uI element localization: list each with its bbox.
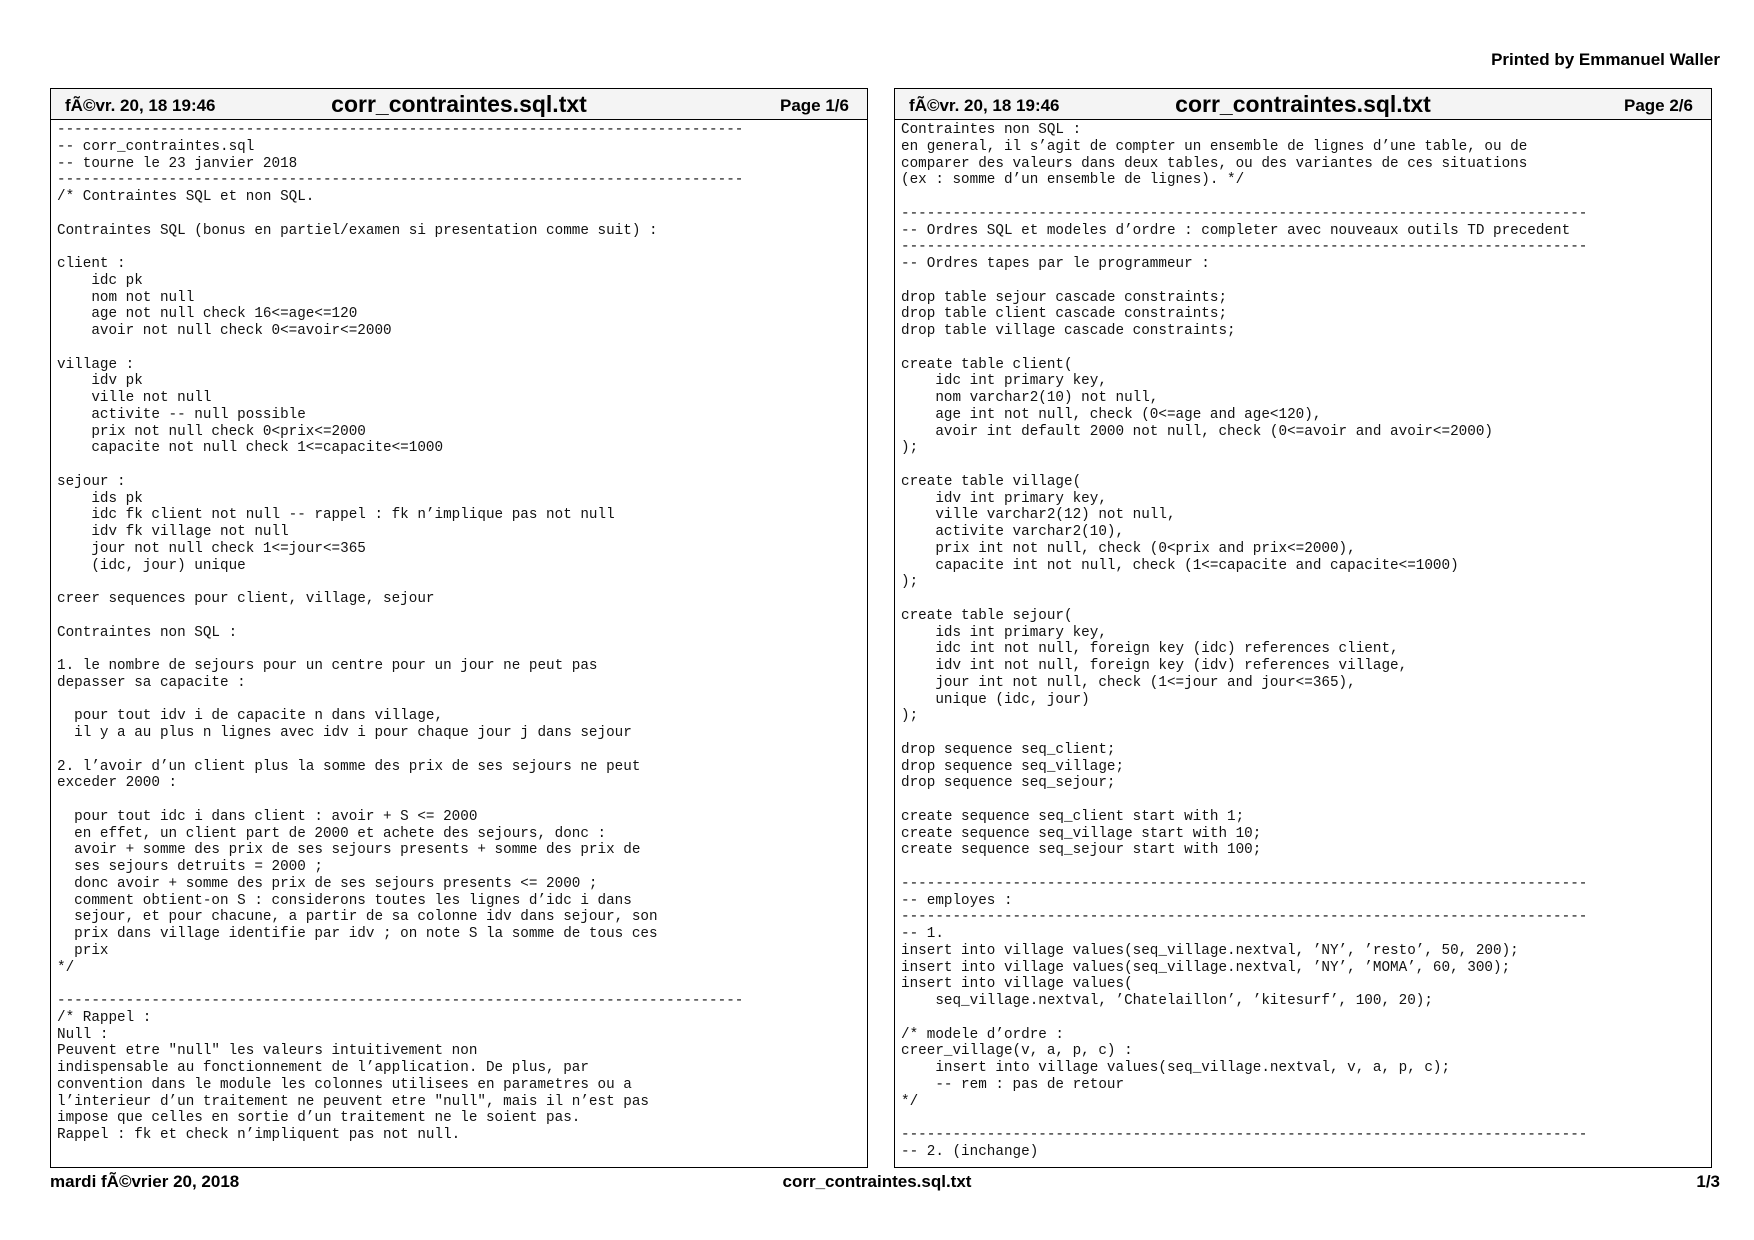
page-2-code-content: Contraintes non SQL : en general, il s’agit de compter un ensemble de lignes d’une table, ou de comparer des valeurs dans deux tables, ou des variantes de ces situations (ex : somme d’un ensemble de lignes). */ -------------------------------------------------------------------------------- -- Ordres SQL et modeles d’ordre : completer avec nouveaux outils TD precedent -------------------------------------------------------------------------------- -- Ordres tapes par le programmeur : drop table sejour cascade constraints; drop table client cascade constraints; drop table village cascade constraints; create table client( idc int primary key, nom varchar2(10) not null, age int not null, check (0<=age and age<120), avoir int default 2000 not null, check (0<=avoir and avoir<=2000) ); create table village( idv int primary key, ville varchar2(12) not null, activite varchar2(10), prix int not null, check (0<prix and prix<=2000), capacite int not null, check (1<=capacite and capacite<=1000) ); create table sejour( ids int primary key, idc int not null, foreign key (idc) references client, idv int not null, foreign key (idv) references village, jour int not null, check (1<=jour and jour<=365), unique (idc, jour) ); drop sequence seq_client; drop sequence seq_village; drop sequence seq_sejour; create sequence seq_client start with 1; create sequence seq_village start with 10; create sequence seq_sejour start with 100; -------------------------------------------------------------------------------- -- employes : -------------------------------------------------------------------------------- -- 1. insert into village values(seq_village.nextval, ’NY’, ’resto’, 50, 200); insert into village values(seq_village.nextval, ’NY’, ’MOMA’, 60, 300); insert into village values( seq_village.nextval, ’Chatelaillon’, ’kitesurf’, 100, 20); /* modele d’ordre : creer_village(v, a, p, c) : insert into village values(seq_village.nextval, v, a, p, c); -- rem : pas de retour */ -------------------------------------------------------------------------------- -- 2. (inchange) (901, 122, 1588, 1160)
printed-by-label: Printed by Emmanuel Waller (1491, 50, 1720, 69)
page-2-panel (894, 88, 1712, 1168)
page-2-number: Page 2/6 (1624, 96, 1693, 115)
page-2-date: fÃ©vr. 20, 18 19:46 (909, 96, 1060, 115)
footer-filename: corr_contraintes.sql.txt (782, 1172, 972, 1191)
footer-sheet-number: 1/3 (1696, 1172, 1720, 1191)
page-2-filename: corr_contraintes.sql.txt (1175, 91, 1431, 117)
page-1-number: Page 1/6 (780, 96, 849, 115)
page-1-panel (50, 88, 868, 1168)
page-1-header (51, 89, 867, 120)
page-1-filename: corr_contraintes.sql.txt (331, 91, 587, 117)
page-1-code-content: -------------------------------------------------------------------------------- -- corr_contraintes.sql -- tourne le 23 janvier 2018 -------------------------------------------------------------------------------- /* Contraintes SQL et non SQL. Contraintes SQL (bonus en partiel/examen si presentation comme suit) : client : idc pk nom not null age not null check 16<=age<=120 avoir not null check 0<=avoir<=2000 village : idv pk ville not null activite -- null possible prix not null check 0<prix<=2000 capacite not null check 1<=capacite<=1000 sejour : ids pk idc fk client not null -- rappel : fk n’implique pas not null idv fk village not null jour not null check 1<=jour<=365 (idc, jour) unique creer sequences pour client, village, sejour Contraintes non SQL : 1. le nombre de sejours pour un centre pour un jour ne peut pas depasser sa capacite : pour tout idv i de capacite n dans village, il y a au plus n lignes avec idv i pour chaque jour j dans sejour 2. l’avoir d’un client plus la somme des prix de ses sejours ne peut exceder 2000 : pour tout idc i dans client : avoir + S <= 2000 en effet, un client part de 2000 et achete des sejours, donc : avoir + somme des prix de ses sejours presents + somme des prix de ses sejours detruits = 2000 ; donc avoir + somme des prix de ses sejours presents <= 2000 ; comment obtient-on S : considerons toutes les lignes d’idc i dans sejour, et pour chacune, a partir de sa colonne idv dans sejour, son prix dans village identifie par idv ; on note S la somme de tous ces prix */ -------------------------------------------------------------------------------- /* Rappel : Null : Peuvent etre "null" les valeurs intuitivement non indispensable au fonctionnement de l’application. De plus, par convention dans le module les colonnes utilisees en parametres ou a l’interieur d’un traitement ne peuvent etre "null", mais il n’est pas impose que celles en sortie d’un traitement ne le soient pas. Rappel : fk et check n’impliquent pas not null. (57, 122, 744, 1143)
footer-date: mardi fÃ©vrier 20, 2018 (50, 1172, 240, 1191)
page-1-date: fÃ©vr. 20, 18 19:46 (65, 96, 216, 115)
page-2-header (895, 89, 1711, 120)
